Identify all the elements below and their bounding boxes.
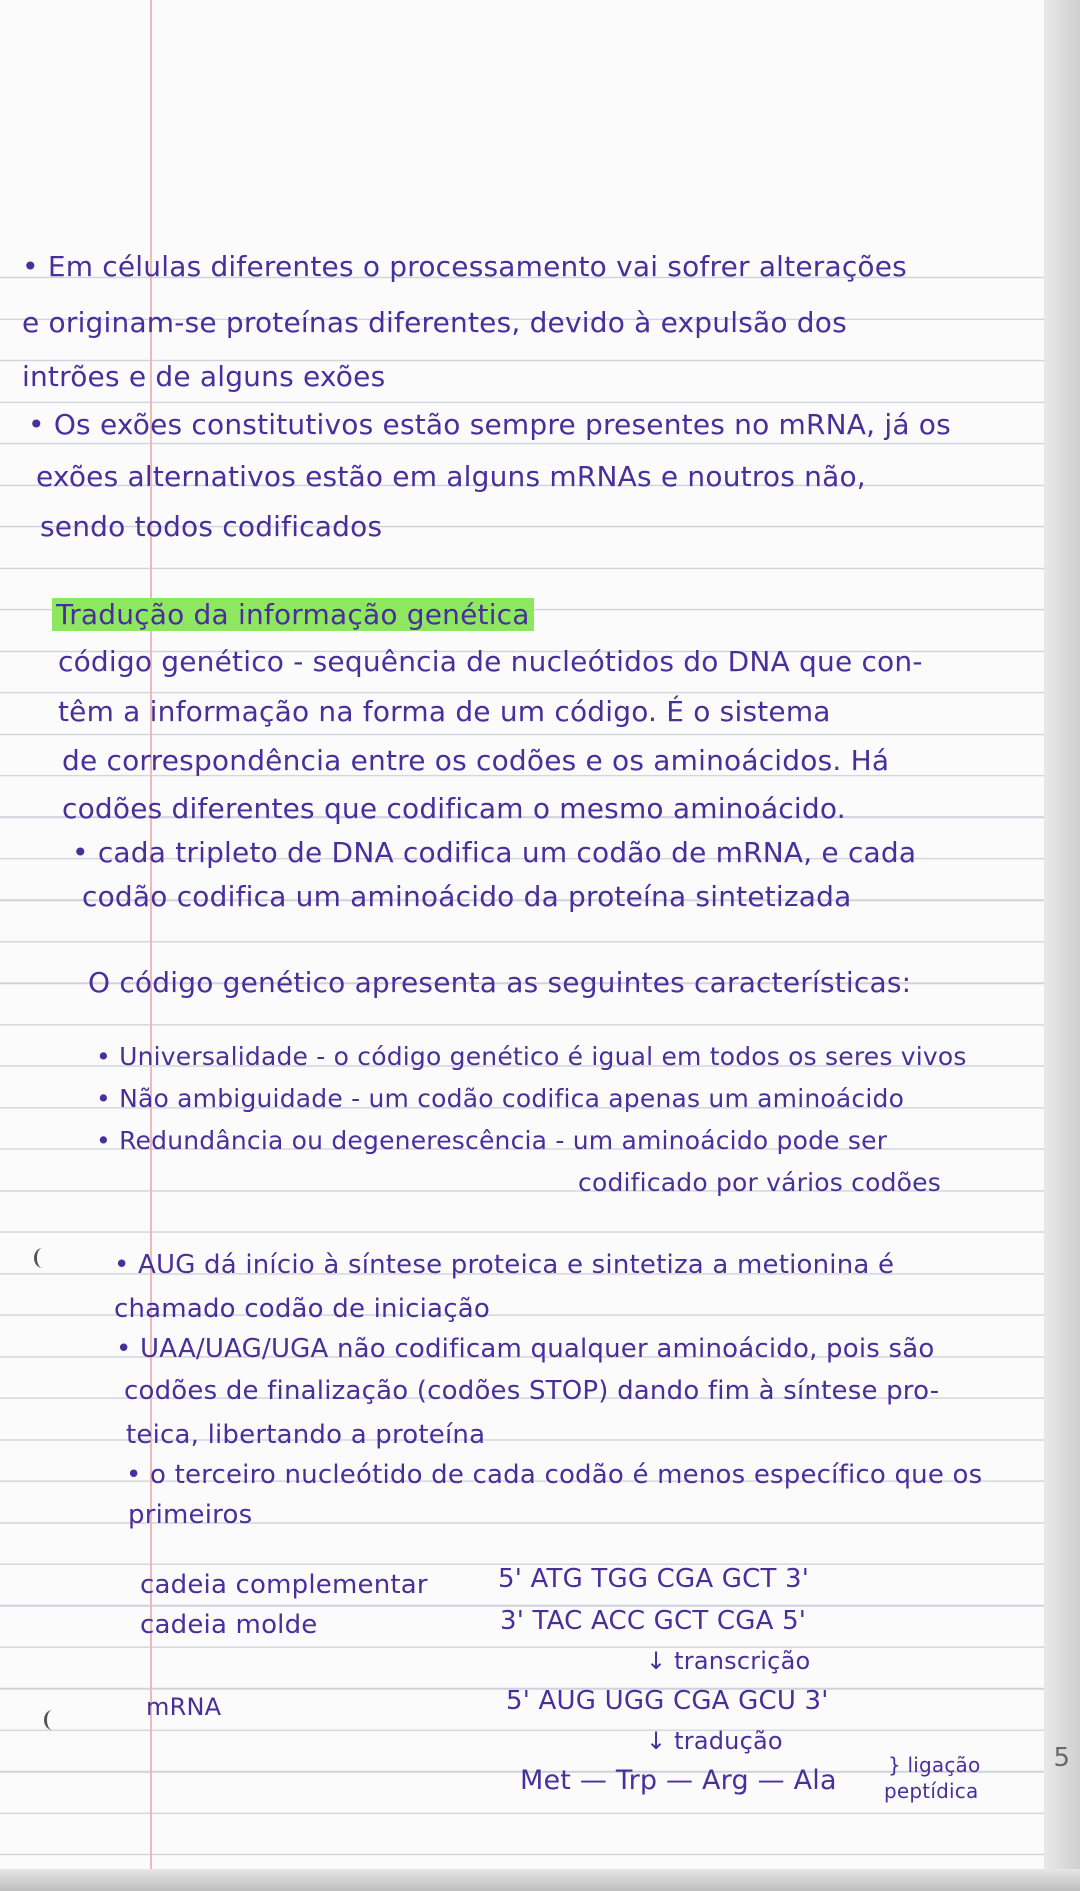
- text-line: intrões e de alguns exões: [22, 360, 386, 393]
- text-line: codões de finalização (codões STOP) dando fim à síntese pro-: [124, 1376, 940, 1406]
- text-line: chamado codão de iniciação: [114, 1294, 490, 1324]
- text-line: e originam-se proteínas diferentes, devido à expulsão dos: [22, 306, 847, 339]
- page-top-blank-area: [0, 0, 1080, 237]
- text-line: têm a informação na forma de um código. É o sistema: [58, 695, 831, 728]
- text-line: codões diferentes que codificam o mesmo aminoácido.: [62, 792, 846, 825]
- translation-arrow: ↓ tradução: [646, 1727, 783, 1755]
- list-item: codificado por vários codões: [578, 1168, 941, 1197]
- text-line: exões alternativos estão em alguns mRNAs e noutros não,: [36, 460, 866, 493]
- example-label: mRNA: [146, 1693, 222, 1721]
- text-line: • UAA/UAG/UGA não codificam qualquer aminoácido, pois são: [116, 1334, 935, 1364]
- text-line: • Em células diferentes o processamento vai sofrer alterações: [22, 250, 907, 283]
- list-item: • Não ambiguidade - um codão codifica apenas um aminoácido: [96, 1084, 905, 1113]
- example-label: cadeia molde: [140, 1610, 318, 1640]
- page-edge-right: [1044, 0, 1080, 1891]
- text-line: código genético - sequência de nucleótidos do DNA que con-: [58, 645, 923, 678]
- heading-highlight: Tradução da informação genética: [52, 598, 534, 631]
- text-line: primeiros: [128, 1500, 253, 1530]
- list-item: • Universalidade - o código genético é igual em todos os seres vivos: [96, 1042, 967, 1071]
- bond-label: peptídica: [884, 1779, 979, 1803]
- dna-sequence: 5' ATG TGG CGA GCT 3': [498, 1564, 810, 1594]
- binder-hole-icon: [44, 1710, 61, 1730]
- bond-label: } ligação: [888, 1753, 981, 1777]
- text-line: • cada tripleto de DNA codifica um codão de mRNA, e cada: [72, 836, 917, 869]
- binder-hole-icon: [34, 1248, 51, 1268]
- example-label: cadeia complementar: [140, 1570, 428, 1600]
- page-edge-bottom: [0, 1869, 1080, 1891]
- dna-sequence: 3' TAC ACC GCT CGA 5': [500, 1606, 807, 1636]
- transcription-arrow: ↓ transcrição: [646, 1647, 811, 1675]
- text-line: • AUG dá início à síntese proteica e sintetiza a metionina é: [114, 1250, 895, 1280]
- text-line: • Os exões constitutivos estão sempre presentes no mRNA, já os: [28, 408, 951, 441]
- text-line: teica, libertando a proteína: [126, 1420, 486, 1450]
- peptide-chain: Met — Trp — Arg — Ala: [520, 1765, 837, 1796]
- text-line: O código genético apresenta as seguintes características:: [88, 966, 912, 999]
- page-number: 5: [1053, 1743, 1070, 1773]
- text-line: • o terceiro nucleótido de cada codão é menos específico que os: [126, 1460, 983, 1490]
- text-line: codão codifica um aminoácido da proteína sintetizada: [82, 880, 852, 913]
- text-line: de correspondência entre os codões e os aminoácidos. Há: [62, 744, 890, 777]
- section-heading: [52, 598, 534, 632]
- rna-sequence: 5' AUG UGG CGA GCU 3': [506, 1686, 829, 1716]
- list-item: • Redundância ou degenerescência - um aminoácido pode ser: [96, 1126, 888, 1155]
- text-line: sendo todos codificados: [40, 510, 383, 543]
